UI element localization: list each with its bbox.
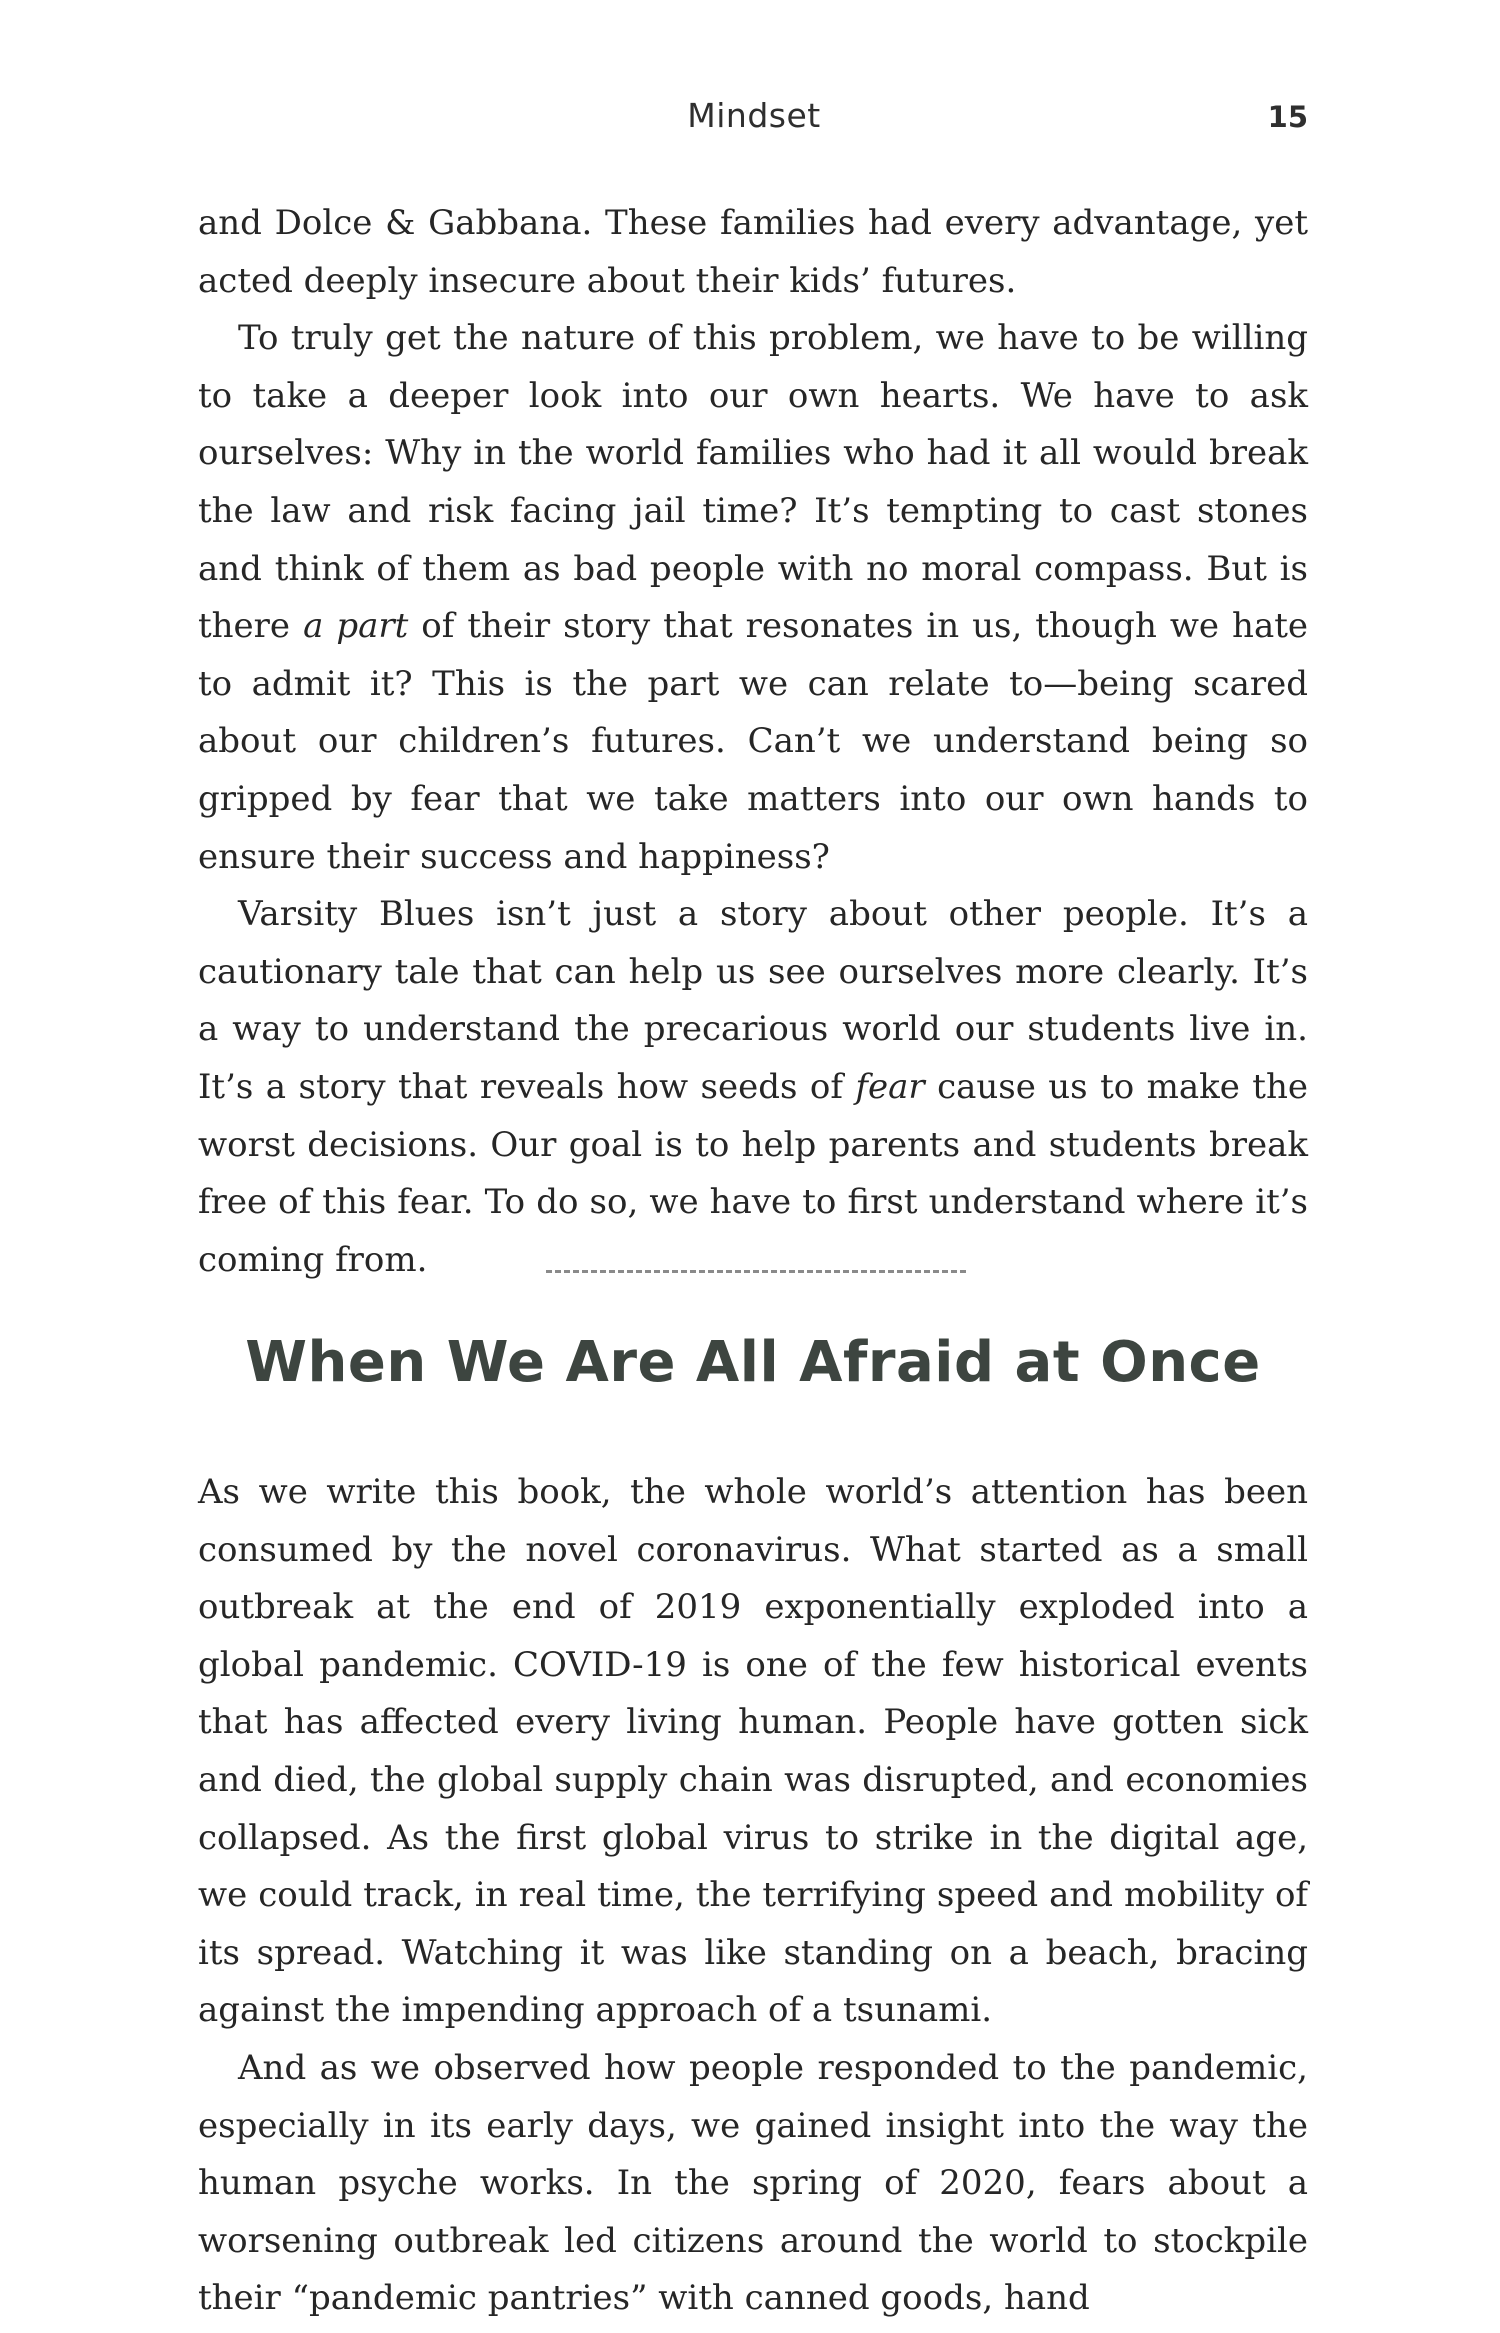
paragraph <box>198 195 1308 310</box>
text-run: cause us to make the worst decisions. Our goal is to help parents and students break free of this fear. To do so, we have to first understand where it’s coming from. <box>198 1066 1308 1280</box>
page-number: 15 <box>1267 100 1308 134</box>
top-text-block <box>198 195 1308 1289</box>
section-divider <box>546 1270 966 1273</box>
paragraph <box>198 1464 1308 2040</box>
paragraph <box>198 310 1308 886</box>
bottom-text-block <box>198 1464 1308 2328</box>
paragraph <box>198 886 1308 1289</box>
text-run: and Dolce & Gabbana. These families had every advantage, yet acted deeply insecure about their kids’ futures. <box>198 203 1308 301</box>
italic-text-run: a part <box>303 606 409 647</box>
section-heading: When We Are All Afraid at Once <box>245 1330 1261 1395</box>
italic-text-run: fear <box>855 1066 925 1107</box>
text-run: To truly get the nature of this problem, we have to be willing to take a deeper look into our own hearts. We have to ask ourselves: Why in the world families who had it all would break the law and risk facing jail time? It’s tempting to cast stones and think of them as bad people with no moral compass. But is there <box>198 318 1308 647</box>
text-run: Varsity Blues isn’t just a story about other people. It’s a cautionary tale that can help us see ourselves more clearly. It’s a way to understand the precarious world our students live in. It’s a story that reveals how seeds of <box>198 894 1308 1107</box>
text-run: of their story that resonates in us, though we hate to admit it? This is the part we can relate to—being scared about our children’s futures. Can’t we understand being so gripped by fear that we take matters into our own hands to ensure their success and happiness? <box>198 606 1309 877</box>
running-title: Mindset <box>687 96 821 135</box>
text-run: As we write this book, the whole world’s attention has been consumed by the novel coronavirus. What started as a small outbreak at the end of 2019 exponentially exploded into a global pandemic. COVID-19 is one of the few historical events that has affected every living human. People have gotten sick and died, the global supply chain was disrupted, and economies collapsed. As the first global virus to strike in the digital age, we could track, in real time, the terrifying speed and mobility of its spread. Watching it was like standing on a beach, bracing against the impending approach of a tsunami. <box>198 1472 1308 2031</box>
text-run: And as we observed how people responded to the pandemic, especially in its early days, we gained insight into the way the human psyche works. In the spring of 2020, fears about a worsening outbreak led citizens around the world to stockpile their “pandemic pantries” with canned goods, hand <box>198 2047 1308 2319</box>
paragraph <box>198 2040 1308 2328</box>
running-head <box>200 96 1308 146</box>
